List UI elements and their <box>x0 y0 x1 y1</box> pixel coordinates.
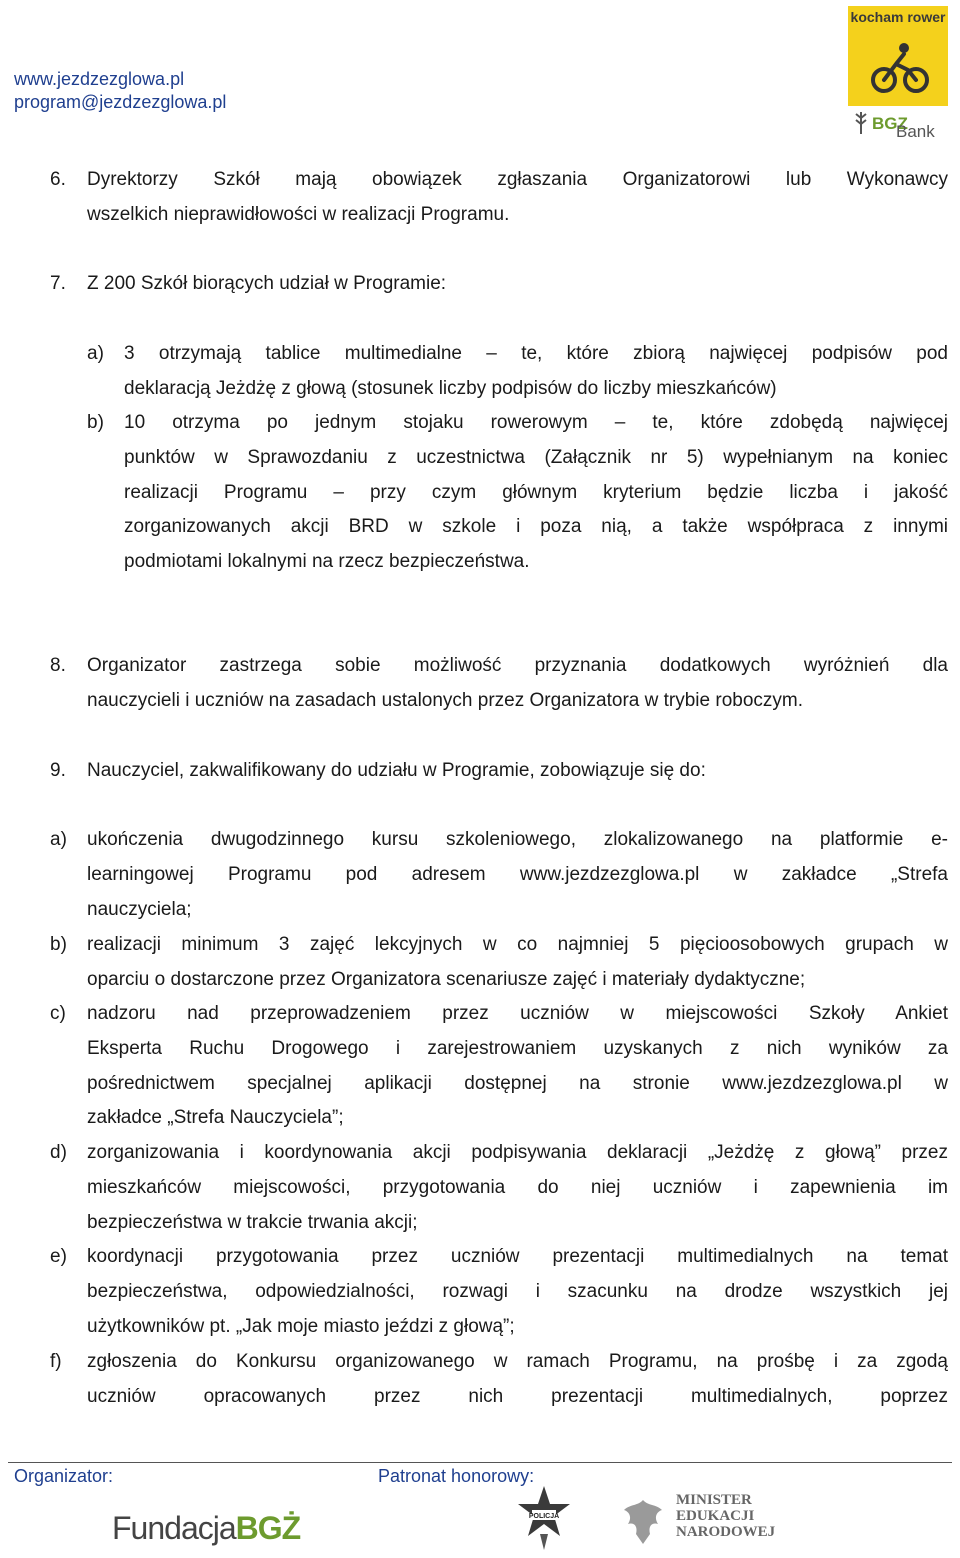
item-9-intro <box>87 754 948 789</box>
item-7-intro <box>87 267 948 302</box>
text-line: realizacji minimum 3 zajęć lekcyjnych w co najmniej 5 pięcioosobowych grupach w <box>87 934 948 955</box>
item-9e-marker: e) <box>50 1246 67 1267</box>
text-line: 10 otrzyma po jednym stojaku rowerowym – te, które zdobędą najwięcej <box>124 412 948 433</box>
item-9-number: 9. <box>50 760 66 781</box>
item-9d-text <box>87 1136 948 1240</box>
text-line: nauczyciela; <box>87 898 192 920</box>
item-6-text <box>87 163 948 233</box>
organizer-label: Organizator: <box>14 1466 114 1486</box>
item-7a-text <box>124 337 948 407</box>
logo-top-text: kocham rower <box>850 9 946 25</box>
kocham-rower-logo <box>848 6 948 140</box>
bank-suffix: BGZ <box>872 114 908 133</box>
text-line: użytkowników pt. „Jak moje miasto jeździ z głową”; <box>87 1315 515 1337</box>
item-7b-marker: b) <box>87 412 104 433</box>
text-line: learningowej Programu pod adresem www.jezdzezglowa.pl w zakładce „Strefa <box>87 863 948 885</box>
text-line: podmiotami lokalnymi na rzecz bezpieczeństwa. <box>124 551 530 573</box>
bicycle-icon <box>870 40 930 98</box>
text-line: realizacji Programu – przy czym głównym kryterium będzie liczba i jakość <box>124 481 948 503</box>
text-line: pośrednictwem specjalnej aplikacji dostępnej na stronie www.jezdzezglowa.pl w <box>87 1072 948 1094</box>
minister-line-1: MINISTER <box>676 1492 752 1508</box>
bank-logo <box>848 106 948 140</box>
fundacja-suffix: BGŻ <box>235 1510 301 1546</box>
text-line: bezpieczeństwa, odpowiedzialności, rozwagi i szacunku na drodze wszystkich jej <box>87 1280 948 1302</box>
text-line: oparciu o dostarczone przez Organizatora scenariusze zajęć i materiały dydaktyczne; <box>87 968 806 990</box>
text-line: Eksperta Ruchu Drogowego i zarejestrowaniem uzyskanych z nich wyników za <box>87 1037 948 1059</box>
item-9a-text <box>87 823 948 927</box>
text-line: zgłoszenia do Konkursu organizowanego w ramach Programu, na prośbę i za zgodą <box>87 1351 948 1372</box>
text-line: nauczycieli i uczniów na zasadach ustalonych przez Organizatora w trybie roboczym. <box>87 689 803 711</box>
item-7a-marker: a) <box>87 343 104 364</box>
police-text: POLICJA <box>528 1513 560 1520</box>
text-line: zorganizowanych akcji BRD w szkole i poza nią, a także współpraca z innymi <box>124 516 948 538</box>
text-line: mieszkańców miejscowości, przygotowania do niej uczniów i zapewnienia im <box>87 1176 948 1198</box>
patronage-label: Patronat honorowy: <box>378 1466 535 1486</box>
text-line: wszelkich nieprawidłowości w realizacji Programu. <box>87 203 510 225</box>
eagle-icon <box>620 1496 666 1548</box>
text-line: zorganizowania i koordynowania akcji podpisywania deklaracji „Jeżdżę z głową” przez <box>87 1142 948 1163</box>
item-8-number: 8. <box>50 655 66 676</box>
item-8-text <box>87 649 948 719</box>
item-9b-marker: b) <box>50 934 67 955</box>
minister-logo <box>620 1492 790 1552</box>
item-9f-marker: f) <box>50 1351 62 1372</box>
footer-divider <box>8 1462 952 1463</box>
text-line: nadzoru nad przeprowadzeniem przez uczniów w miejscowości Szkoły Ankiet <box>87 1003 948 1024</box>
text-line: Z 200 Szkół biorących udział w Programie: <box>87 273 447 294</box>
item-9a-marker: a) <box>50 829 67 850</box>
item-7b-text <box>124 406 948 580</box>
minister-line-3: NARODOWEJ <box>676 1524 776 1540</box>
text-line: deklaracją Jeżdżę z głową (stosunek liczby podpisów do liczby mieszkańców) <box>124 377 777 399</box>
text-line: Nauczyciel, zakwalifikowany do udziału w Programie, zobowiązuje się do: <box>87 760 706 781</box>
item-6-number: 6. <box>50 169 66 190</box>
item-7-number: 7. <box>50 273 66 294</box>
fundacja-bgz-logo <box>112 1510 300 1547</box>
fundacja-prefix: Fundacja <box>112 1510 236 1546</box>
text-line: 3 otrzymają tablice multimedialne – te, które zbiorą najwięcej podpisów pod <box>124 343 948 364</box>
police-star-icon <box>514 1484 574 1552</box>
text-line: uczniów opracowanych przez nich prezentacji multimedialnych, poprzez <box>87 1385 948 1407</box>
text-line: zakładce „Strefa Nauczyciela”; <box>87 1107 344 1129</box>
item-9d-marker: d) <box>50 1142 67 1163</box>
website-link[interactable]: www.jezdzezglowa.pl <box>14 69 185 89</box>
item-9e-text <box>87 1240 948 1344</box>
item-9c-marker: c) <box>50 1003 66 1024</box>
text-line: koordynacji przygotowania przez uczniów prezentacji multimedialnych na temat <box>87 1246 948 1267</box>
text-line: Dyrektorzy Szkół mają obowiązek zgłaszania Organizatorowi lub Wykonawcy <box>87 169 948 190</box>
wheat-icon <box>852 110 870 136</box>
email-link[interactable]: program@jezdzezglowa.pl <box>14 92 227 112</box>
text-line: punktów w Sprawozdaniu z uczestnictwa (Załącznik nr 5) wypełnianym na koniec <box>124 446 948 468</box>
text-line: Organizator zastrzega sobie możliwość przyznania dodatkowych wyróżnień dla <box>87 655 948 676</box>
item-9b-text <box>87 928 948 998</box>
police-badge-logo <box>514 1484 574 1552</box>
item-9c-text <box>87 997 948 1136</box>
bank-prefix: Bank <box>896 122 935 141</box>
item-9f-text <box>87 1345 948 1415</box>
minister-line-2: EDUKACJI <box>676 1508 755 1524</box>
text-line: ukończenia dwugodzinnego kursu szkoleniowego, zlokalizowanego na platformie e- <box>87 829 948 850</box>
text-line: bezpieczeństwa w trakcie trwania akcji; <box>87 1211 418 1233</box>
